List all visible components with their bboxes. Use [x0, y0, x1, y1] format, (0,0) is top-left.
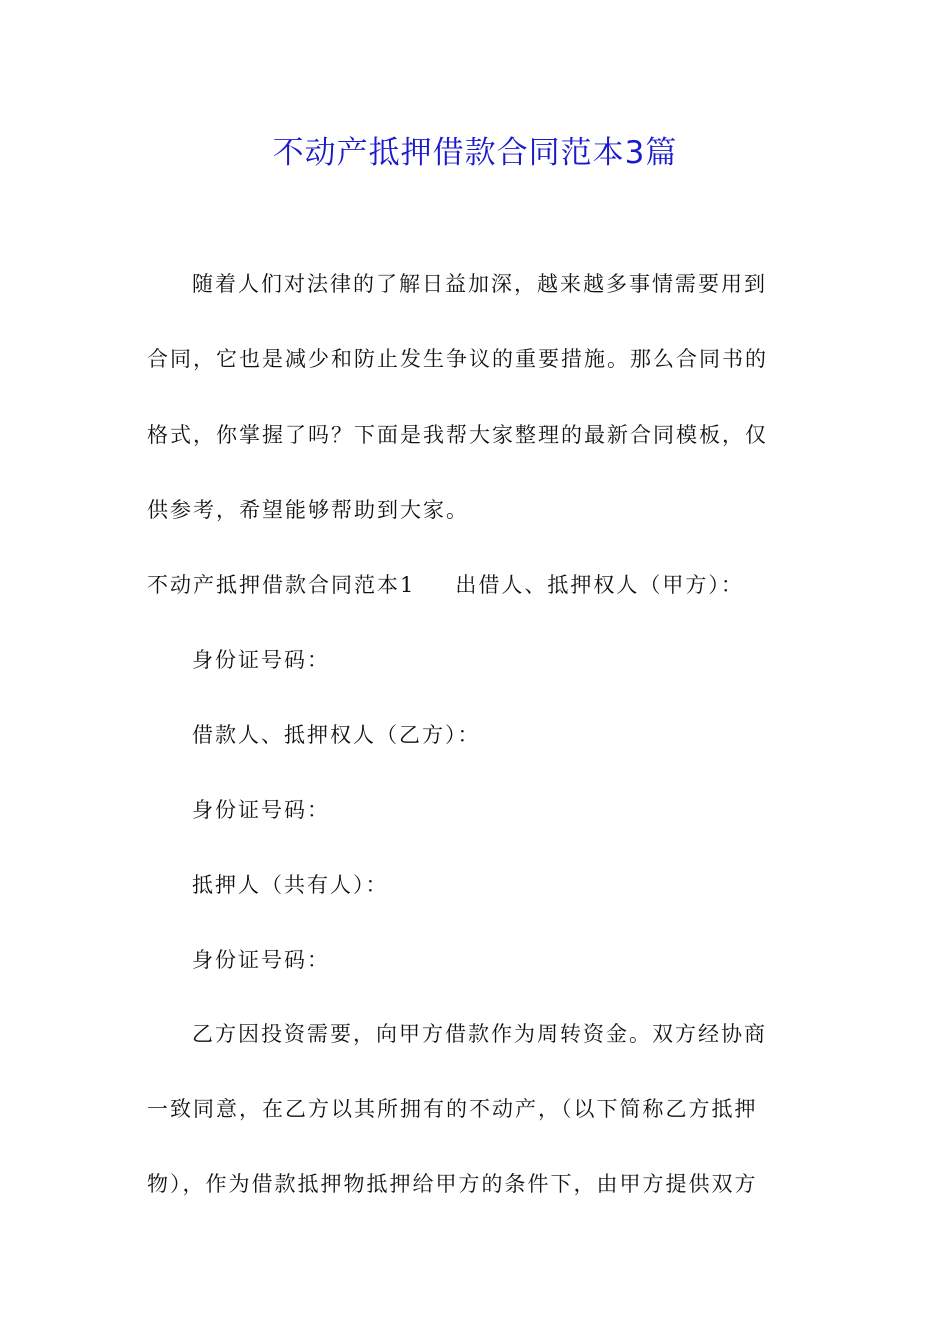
section-heading-row: [147, 567, 807, 603]
document-title: 不动产抵押借款合同范本3篇: [272, 135, 678, 171]
body-line-1: 乙方因投资需要，向甲方借款作为周转资金。双方经协商: [192, 1022, 767, 1046]
borrower-line: 借款人、抵押权人（乙方）：: [192, 723, 481, 747]
intro-line-1: 随着人们对法律的了解日益加深，越来越多事情需要用到: [192, 272, 767, 296]
id-number-label-2: 身份证号码：: [192, 798, 330, 822]
mortgagor-line: 抵押人（共有人）：: [192, 873, 389, 897]
intro-line-2: 合同，它也是减少和防止发生争议的重要措施。那么合同书的: [147, 347, 768, 371]
intro-line-4: 供参考，希望能够帮助到大家。: [147, 498, 469, 522]
intro-line-3: 格式，你掌握了吗？下面是我帮大家整理的最新合同模板，仅: [147, 423, 768, 447]
lender-line: 出借人、抵押权人（甲方）：: [455, 573, 744, 597]
id-number-label-1: 身份证号码：: [192, 648, 330, 672]
body-line-2: 一致同意，在乙方以其所拥有的不动产，（以下简称乙方抵押: [147, 1097, 758, 1121]
id-number-label-3: 身份证号码：: [192, 948, 330, 972]
body-line-3: 物），作为借款抵押物抵押给甲方的条件下，由甲方提供双方: [147, 1172, 758, 1196]
section-heading: 不动产抵押借款合同范本1: [147, 573, 416, 597]
